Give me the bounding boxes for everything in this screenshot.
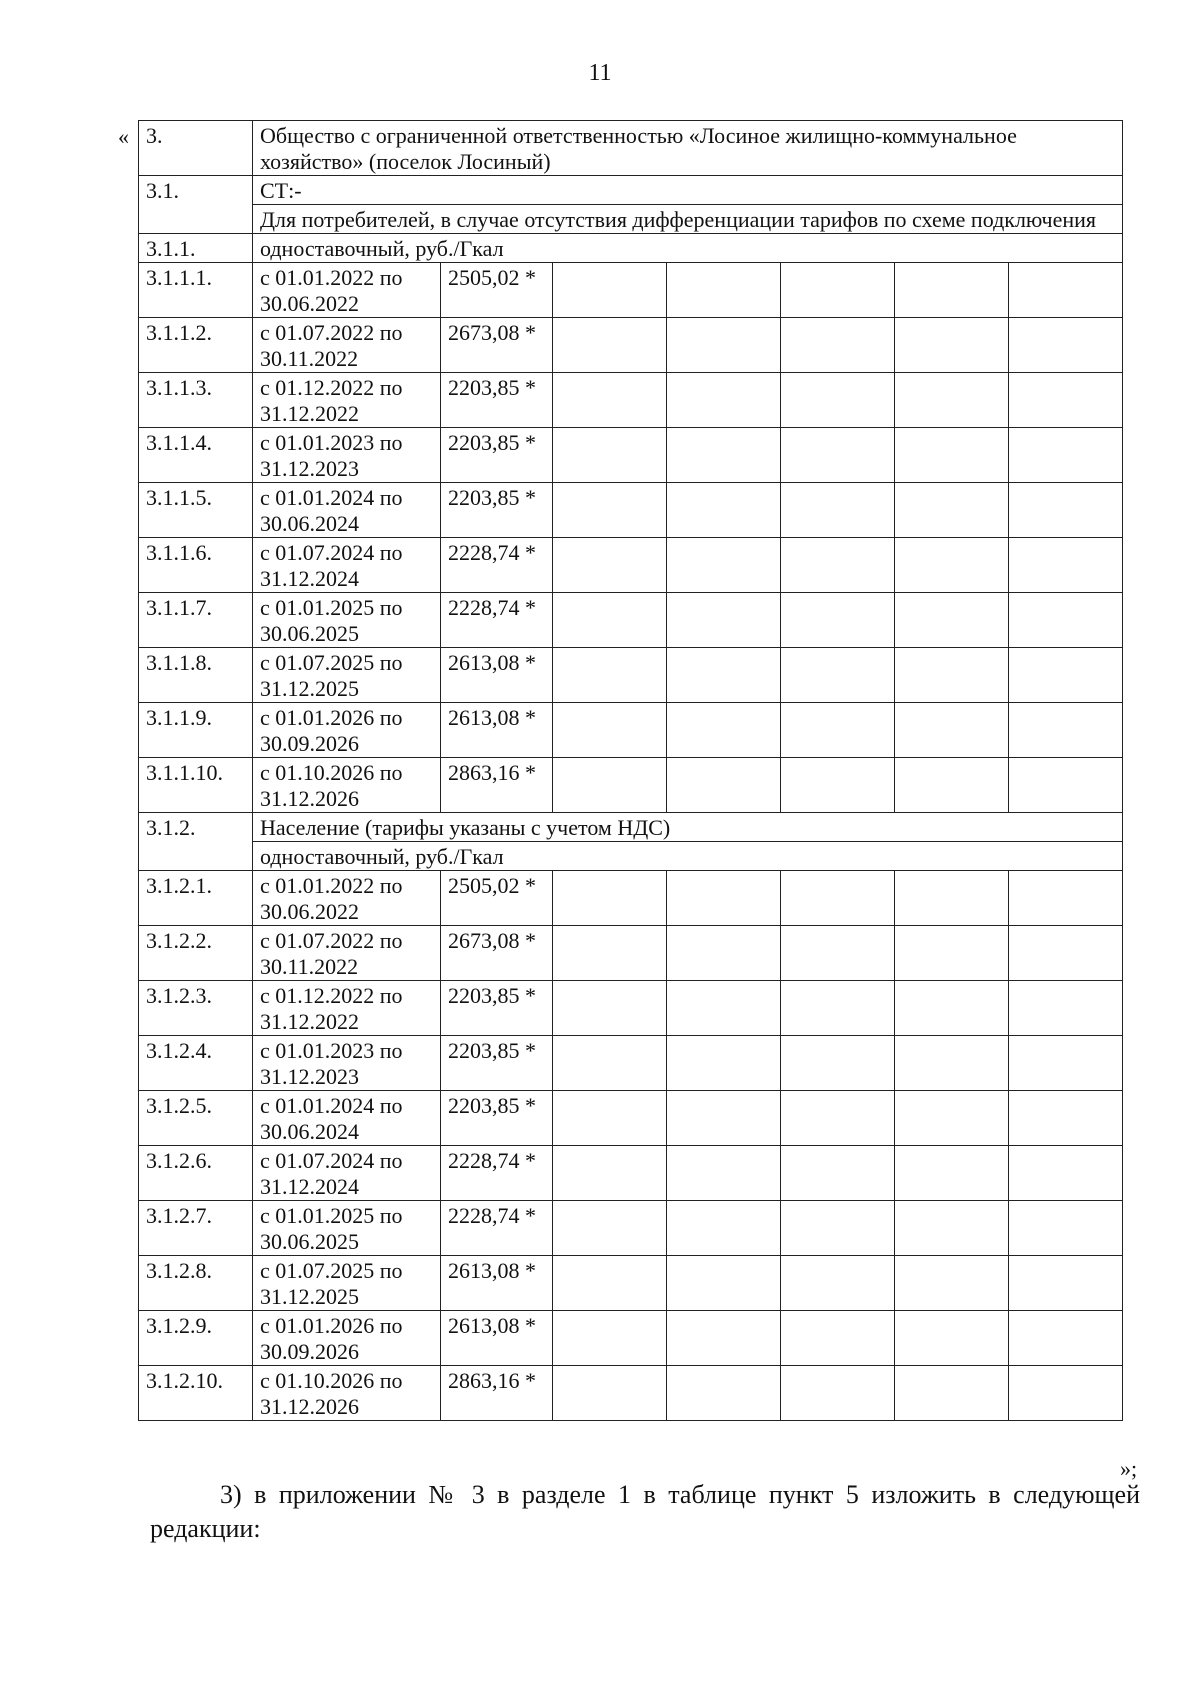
period: с 01.01.2026 по 30.09.2026 — [253, 703, 441, 758]
empty-cell — [1009, 373, 1123, 428]
row-number: 3.1.1.6. — [139, 538, 253, 593]
group1-number: 3.1.1. — [139, 234, 253, 263]
table-row — [139, 981, 1123, 1036]
empty-cell — [895, 593, 1009, 648]
empty-cell — [781, 483, 895, 538]
empty-cell — [1009, 1036, 1123, 1091]
row-number: 3.1.2.5. — [139, 1091, 253, 1146]
empty-cell — [553, 1146, 667, 1201]
tariff-value: 2228,74 * — [441, 538, 553, 593]
table-row — [139, 428, 1123, 483]
empty-cell — [781, 981, 895, 1036]
tariff-value: 2673,08 * — [441, 318, 553, 373]
period: с 01.07.2022 по 30.11.2022 — [253, 926, 441, 981]
group1-header-row — [139, 234, 1123, 263]
period: с 01.01.2024 по 30.06.2024 — [253, 1091, 441, 1146]
empty-cell — [667, 1036, 781, 1091]
empty-cell — [553, 1366, 667, 1421]
period: с 01.07.2022 по 30.11.2022 — [253, 318, 441, 373]
empty-cell — [895, 926, 1009, 981]
amendment-paragraph — [150, 1478, 1140, 1546]
tariff-value: 2863,16 * — [441, 1366, 553, 1421]
row-number: 3.1.2.10. — [139, 1366, 253, 1421]
subsection-note: Для потребителей, в случае отсутствия дифференциации тарифов по схеме подключения — [253, 205, 1123, 234]
row-number: 3.1.1.8. — [139, 648, 253, 703]
empty-cell — [895, 1201, 1009, 1256]
row-number: 3.1.1.7. — [139, 593, 253, 648]
row-number: 3.1.1.1. — [139, 263, 253, 318]
period: с 01.01.2024 по 30.06.2024 — [253, 483, 441, 538]
empty-cell — [1009, 263, 1123, 318]
empty-cell — [553, 263, 667, 318]
row-number: 3.1.2.8. — [139, 1256, 253, 1311]
section-row — [139, 121, 1123, 176]
group1-rows — [139, 263, 1123, 813]
empty-cell — [667, 758, 781, 813]
table-row — [139, 1256, 1123, 1311]
empty-cell — [781, 1091, 895, 1146]
tariff-value: 2228,74 * — [441, 1146, 553, 1201]
empty-cell — [895, 428, 1009, 483]
empty-cell — [667, 926, 781, 981]
row-number: 3.1.2.7. — [139, 1201, 253, 1256]
empty-cell — [1009, 1366, 1123, 1421]
tariff-value: 2613,08 * — [441, 1256, 553, 1311]
period: с 01.10.2026 по 31.12.2026 — [253, 758, 441, 813]
tariff-value: 2673,08 * — [441, 926, 553, 981]
row-number: 3.1.1.3. — [139, 373, 253, 428]
period: с 01.01.2025 по 30.06.2025 — [253, 1201, 441, 1256]
table-row — [139, 703, 1123, 758]
period: с 01.07.2024 по 31.12.2024 — [253, 538, 441, 593]
period: с 01.07.2025 по 31.12.2025 — [253, 1256, 441, 1311]
empty-cell — [1009, 593, 1123, 648]
empty-cell — [667, 703, 781, 758]
table-row — [139, 871, 1123, 926]
period: с 01.01.2023 по 31.12.2023 — [253, 428, 441, 483]
row-number: 3.1.2.3. — [139, 981, 253, 1036]
subsection-note-row — [139, 205, 1123, 234]
empty-cell — [781, 538, 895, 593]
empty-cell — [667, 981, 781, 1036]
period: с 01.01.2026 по 30.09.2026 — [253, 1311, 441, 1366]
empty-cell — [1009, 1091, 1123, 1146]
tariff-value: 2228,74 * — [441, 1201, 553, 1256]
empty-cell — [667, 538, 781, 593]
empty-cell — [553, 758, 667, 813]
empty-cell — [1009, 1146, 1123, 1201]
empty-cell — [667, 871, 781, 926]
empty-cell — [895, 1311, 1009, 1366]
empty-cell — [1009, 1256, 1123, 1311]
empty-cell — [895, 373, 1009, 428]
empty-cell — [667, 593, 781, 648]
tariff-value: 2228,74 * — [441, 593, 553, 648]
period: с 01.07.2025 по 31.12.2025 — [253, 648, 441, 703]
period: с 01.01.2023 по 31.12.2023 — [253, 1036, 441, 1091]
empty-cell — [895, 703, 1009, 758]
empty-cell — [895, 1256, 1009, 1311]
page-number: 11 — [588, 60, 612, 86]
period: с 01.07.2024 по 31.12.2024 — [253, 1146, 441, 1201]
group2-header-row — [139, 813, 1123, 842]
empty-cell — [553, 981, 667, 1036]
empty-cell — [667, 648, 781, 703]
period: с 01.01.2022 по 30.06.2022 — [253, 871, 441, 926]
row-number: 3.1.2.6. — [139, 1146, 253, 1201]
empty-cell — [781, 428, 895, 483]
empty-cell — [781, 758, 895, 813]
empty-cell — [553, 1256, 667, 1311]
empty-cell — [781, 1366, 895, 1421]
empty-cell — [553, 373, 667, 428]
table-row — [139, 318, 1123, 373]
empty-cell — [553, 926, 667, 981]
table-row — [139, 1036, 1123, 1091]
empty-cell — [553, 648, 667, 703]
subsection-ct: СТ:- — [253, 176, 1123, 205]
empty-cell — [1009, 981, 1123, 1036]
closing-quote: »; — [1120, 1456, 1138, 1481]
empty-cell — [667, 318, 781, 373]
empty-cell — [781, 593, 895, 648]
period: с 01.10.2026 по 31.12.2026 — [253, 1366, 441, 1421]
empty-cell — [1009, 703, 1123, 758]
table-row — [139, 1091, 1123, 1146]
empty-cell — [553, 538, 667, 593]
empty-cell — [781, 263, 895, 318]
group1-label: одноставочный, руб./Гкал — [253, 234, 1123, 263]
row-number: 3.1.2.1. — [139, 871, 253, 926]
empty-cell — [781, 1201, 895, 1256]
empty-cell — [553, 318, 667, 373]
row-number: 3.1.2.4. — [139, 1036, 253, 1091]
tariff-value: 2203,85 * — [441, 981, 553, 1036]
empty-cell — [667, 1091, 781, 1146]
row-number: 3.1.2.9. — [139, 1311, 253, 1366]
group2-label-row — [139, 842, 1123, 871]
period: с 01.01.2022 по 30.06.2022 — [253, 263, 441, 318]
tariff-table — [138, 120, 1123, 1421]
group2-number: 3.1.2. — [139, 813, 253, 871]
table-row — [139, 758, 1123, 813]
row-number: 3.1.2.2. — [139, 926, 253, 981]
tariff-value: 2203,85 * — [441, 373, 553, 428]
empty-cell — [1009, 538, 1123, 593]
empty-cell — [1009, 871, 1123, 926]
paragraph-line-1: 3) в приложении № 3 в разделе 1 в таблице пункт 5 изложить в следующей — [220, 1480, 1140, 1509]
empty-cell — [895, 538, 1009, 593]
empty-cell — [553, 703, 667, 758]
empty-cell — [895, 483, 1009, 538]
empty-cell — [553, 483, 667, 538]
empty-cell — [553, 871, 667, 926]
tariff-value: 2613,08 * — [441, 703, 553, 758]
table-row — [139, 263, 1123, 318]
empty-cell — [1009, 1201, 1123, 1256]
empty-cell — [553, 428, 667, 483]
tariff-value: 2863,16 * — [441, 758, 553, 813]
tariff-value: 2203,85 * — [441, 1091, 553, 1146]
empty-cell — [895, 1146, 1009, 1201]
empty-cell — [553, 1201, 667, 1256]
table-row — [139, 926, 1123, 981]
empty-cell — [781, 926, 895, 981]
group2-title: Население (тарифы указаны с учетом НДС) — [253, 813, 1123, 842]
period: с 01.12.2022 по 31.12.2022 — [253, 373, 441, 428]
tariff-value: 2203,85 * — [441, 483, 553, 538]
tariff-value: 2613,08 * — [441, 648, 553, 703]
empty-cell — [895, 1091, 1009, 1146]
empty-cell — [781, 318, 895, 373]
table-row — [139, 1366, 1123, 1421]
section-number: 3. — [139, 121, 253, 176]
period: с 01.01.2025 по 30.06.2025 — [253, 593, 441, 648]
empty-cell — [667, 1311, 781, 1366]
empty-cell — [553, 1091, 667, 1146]
row-number: 3.1.1.5. — [139, 483, 253, 538]
row-number: 3.1.1.10. — [139, 758, 253, 813]
empty-cell — [781, 648, 895, 703]
opening-quote: « — [118, 124, 129, 149]
group2-label: одноставочный, руб./Гкал — [253, 842, 1123, 871]
period: с 01.12.2022 по 31.12.2022 — [253, 981, 441, 1036]
empty-cell — [781, 373, 895, 428]
empty-cell — [1009, 1311, 1123, 1366]
row-number: 3.1.1.4. — [139, 428, 253, 483]
empty-cell — [667, 373, 781, 428]
empty-cell — [1009, 483, 1123, 538]
empty-cell — [667, 1146, 781, 1201]
table-row — [139, 1311, 1123, 1366]
empty-cell — [667, 428, 781, 483]
empty-cell — [553, 1311, 667, 1366]
table-row — [139, 373, 1123, 428]
empty-cell — [781, 703, 895, 758]
tariff-value: 2203,85 * — [441, 1036, 553, 1091]
empty-cell — [1009, 648, 1123, 703]
empty-cell — [1009, 428, 1123, 483]
empty-cell — [895, 1036, 1009, 1091]
empty-cell — [895, 871, 1009, 926]
tariff-value: 2505,02 * — [441, 871, 553, 926]
empty-cell — [781, 1256, 895, 1311]
empty-cell — [895, 263, 1009, 318]
empty-cell — [667, 483, 781, 538]
empty-cell — [781, 1036, 895, 1091]
empty-cell — [667, 263, 781, 318]
empty-cell — [553, 1036, 667, 1091]
empty-cell — [1009, 926, 1123, 981]
paragraph-line-2: редакции: — [150, 1514, 261, 1543]
empty-cell — [667, 1366, 781, 1421]
empty-cell — [553, 593, 667, 648]
tariff-value: 2203,85 * — [441, 428, 553, 483]
empty-cell — [781, 1146, 895, 1201]
group2-rows — [139, 871, 1123, 1421]
table-row — [139, 593, 1123, 648]
empty-cell — [895, 648, 1009, 703]
empty-cell — [781, 871, 895, 926]
subsection-row — [139, 176, 1123, 205]
row-number: 3.1.1.2. — [139, 318, 253, 373]
tariff-value: 2613,08 * — [441, 1311, 553, 1366]
table-row — [139, 538, 1123, 593]
empty-cell — [667, 1201, 781, 1256]
empty-cell — [1009, 758, 1123, 813]
empty-cell — [895, 1366, 1009, 1421]
section-title: Общество с ограниченной ответственностью «Лосиное жилищно-коммунальное хозяйство» (поселок Лосиный) — [253, 121, 1123, 176]
row-number: 3.1.1.9. — [139, 703, 253, 758]
empty-cell — [895, 981, 1009, 1036]
tariff-value: 2505,02 * — [441, 263, 553, 318]
empty-cell — [781, 1311, 895, 1366]
table-row — [139, 1201, 1123, 1256]
empty-cell — [895, 318, 1009, 373]
empty-cell — [1009, 318, 1123, 373]
empty-cell — [667, 1256, 781, 1311]
subsection-number: 3.1. — [139, 176, 253, 234]
table-row — [139, 648, 1123, 703]
table-row — [139, 1146, 1123, 1201]
table-row — [139, 483, 1123, 538]
empty-cell — [895, 758, 1009, 813]
